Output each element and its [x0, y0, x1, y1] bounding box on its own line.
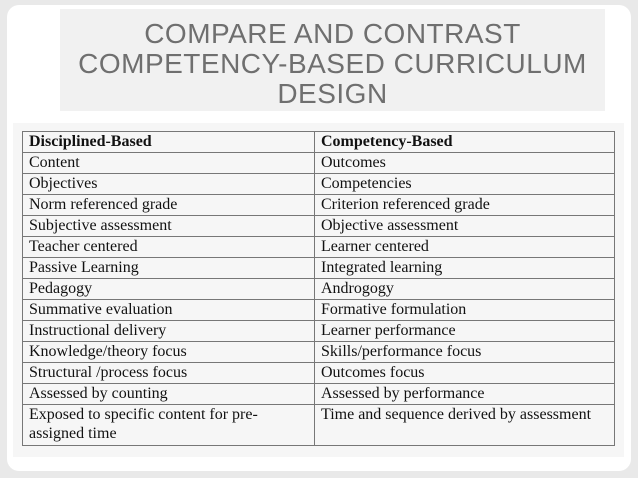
cell-competency: Objective assessment — [315, 216, 615, 237]
table-row — [23, 342, 615, 363]
title-line-2: COMPETENCY-BASED CURRICULUM — [78, 48, 587, 79]
table-row — [23, 300, 615, 321]
table-row — [23, 258, 615, 279]
title-line-1: COMPARE AND CONTRAST — [144, 18, 521, 49]
cell-disciplined: Objectives — [23, 174, 315, 195]
cell-disciplined: Exposed to specific content for pre-assigned time — [23, 405, 315, 446]
cell-competency: Androgogy — [315, 279, 615, 300]
table-row — [23, 153, 615, 174]
table-row — [23, 216, 615, 237]
cell-disciplined: Knowledge/theory focus — [23, 342, 315, 363]
table-row — [23, 237, 615, 258]
slide — [7, 5, 631, 471]
table-row — [23, 384, 615, 405]
table-row — [23, 174, 615, 195]
comparison-table-image — [13, 123, 624, 457]
cell-disciplined: Subjective assessment — [23, 216, 315, 237]
cell-competency: Formative formulation — [315, 300, 615, 321]
cell-disciplined: Assessed by counting — [23, 384, 315, 405]
cell-disciplined: Norm referenced grade — [23, 195, 315, 216]
cell-competency: Outcomes — [315, 153, 615, 174]
cell-competency: Time and sequence derived by assessment — [315, 405, 615, 446]
cell-competency: Competencies — [315, 174, 615, 195]
table-row — [23, 279, 615, 300]
table-row — [23, 195, 615, 216]
table-row — [23, 405, 615, 446]
cell-disciplined: Structural /process focus — [23, 363, 315, 384]
cell-competency: Integrated learning — [315, 258, 615, 279]
header-competency-based: Competency-Based — [315, 132, 615, 153]
cell-competency: Learner performance — [315, 321, 615, 342]
cell-competency: Assessed by performance — [315, 384, 615, 405]
comparison-table — [22, 131, 615, 446]
table-row — [23, 321, 615, 342]
header-disciplined-based: Disciplined-Based — [23, 132, 315, 153]
cell-competency: Outcomes focus — [315, 363, 615, 384]
cell-disciplined: Pedagogy — [23, 279, 315, 300]
cell-disciplined: Passive Learning — [23, 258, 315, 279]
title-box — [60, 9, 605, 111]
cell-disciplined: Teacher centered — [23, 237, 315, 258]
title-line-3: DESIGN — [277, 78, 388, 109]
cell-competency: Learner centered — [315, 237, 615, 258]
cell-disciplined: Instructional delivery — [23, 321, 315, 342]
slide-title — [60, 19, 605, 109]
cell-disciplined: Summative evaluation — [23, 300, 315, 321]
table-header-row — [23, 132, 615, 153]
cell-disciplined: Content — [23, 153, 315, 174]
cell-competency: Criterion referenced grade — [315, 195, 615, 216]
table-row — [23, 363, 615, 384]
cell-competency: Skills/performance focus — [315, 342, 615, 363]
